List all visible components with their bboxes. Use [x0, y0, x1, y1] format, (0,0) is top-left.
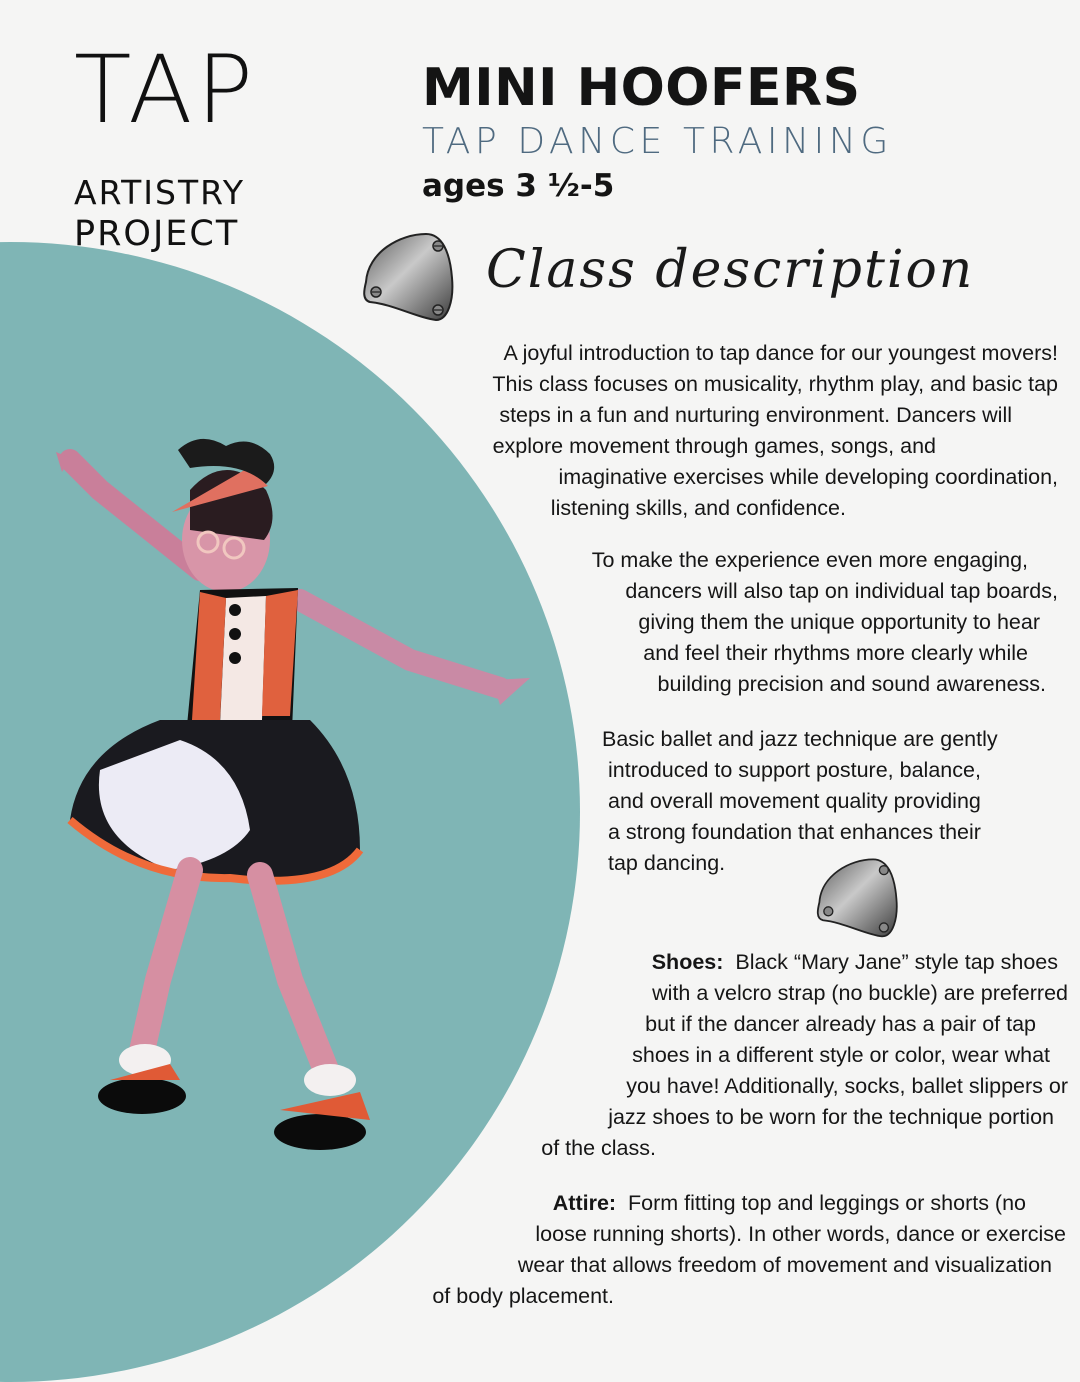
- text-line: giving them the unique opportunity to hear: [638, 610, 1040, 634]
- shoes-label: Shoes:: [651, 950, 724, 974]
- section-heading: Class description: [486, 240, 975, 300]
- text-line: listening skills, and confidence.: [550, 496, 846, 520]
- tap-plate-icon: [360, 230, 456, 322]
- description-paragraph-1: [492, 338, 1058, 524]
- text-line: imaginative exercises while developing coordination,: [558, 465, 1058, 489]
- text-line: This class focuses on musicality, rhythm play, and basic tap: [492, 372, 1058, 396]
- text-line: Basic ballet and jazz technique are gently: [602, 727, 998, 751]
- text-line: To make the experience even more engaging,: [591, 548, 1028, 572]
- text-line: you have! Additionally, socks, ballet slippers or: [626, 1074, 1068, 1098]
- text-line: A joyful introduction to tap dance for our youngest movers!: [503, 341, 1058, 365]
- text-line: but if the dancer already has a pair of tap: [645, 1012, 1036, 1036]
- text-line: steps in a fun and nurturing environment. Dancers will: [499, 403, 1012, 427]
- tap-plate-icon: [814, 854, 900, 940]
- text-line: introduced to support posture, balance,: [608, 758, 981, 782]
- text-line: loose running shorts). In other words, dance or exercise: [535, 1222, 1066, 1246]
- description-paragraph-2: [592, 545, 1058, 700]
- text-line: Form fitting top and leggings or shorts (no: [628, 1191, 1026, 1215]
- text-line: of the class.: [541, 1136, 656, 1160]
- text-line: jazz shoes to be worn for the technique portion: [608, 1105, 1054, 1129]
- text-line: Black “Mary Jane” style tap shoes: [735, 950, 1058, 974]
- page-title: MINI HOOFERS: [422, 58, 861, 118]
- dancer-photo: [30, 420, 550, 1180]
- text-line: explore movement through games, songs, and: [492, 434, 936, 458]
- text-line: with a velcro strap (no buckle) are preferred: [652, 981, 1068, 1005]
- shoes-paragraph: [541, 947, 1068, 1164]
- text-line: of body placement.: [432, 1284, 614, 1308]
- text-line: dancers will also tap on individual tap boards,: [625, 579, 1058, 603]
- text-line: tap dancing.: [608, 851, 726, 875]
- text-line: and feel their rhythms more clearly while: [643, 641, 1028, 665]
- age-range: ages 3 ½-5: [422, 168, 615, 204]
- attire-label: Attire:: [552, 1191, 617, 1215]
- text-line: and overall movement quality providing: [608, 789, 981, 813]
- attire-paragraph: [432, 1188, 1066, 1312]
- logo-tap: TAP: [74, 36, 258, 145]
- text-line: shoes in a different style or color, wear what: [632, 1043, 1050, 1067]
- page-subtitle: TAP DANCE TRAINING: [422, 121, 893, 162]
- text-line: wear that allows freedom of movement and visualization: [517, 1253, 1052, 1277]
- tap-artistry-project-logo: [74, 36, 264, 254]
- text-line: a strong foundation that enhances their: [608, 820, 981, 844]
- logo-artistry: ARTISTRY: [74, 173, 246, 212]
- text-line: building precision and sound awareness.: [657, 672, 1046, 696]
- logo-project: PROJECT: [74, 214, 240, 254]
